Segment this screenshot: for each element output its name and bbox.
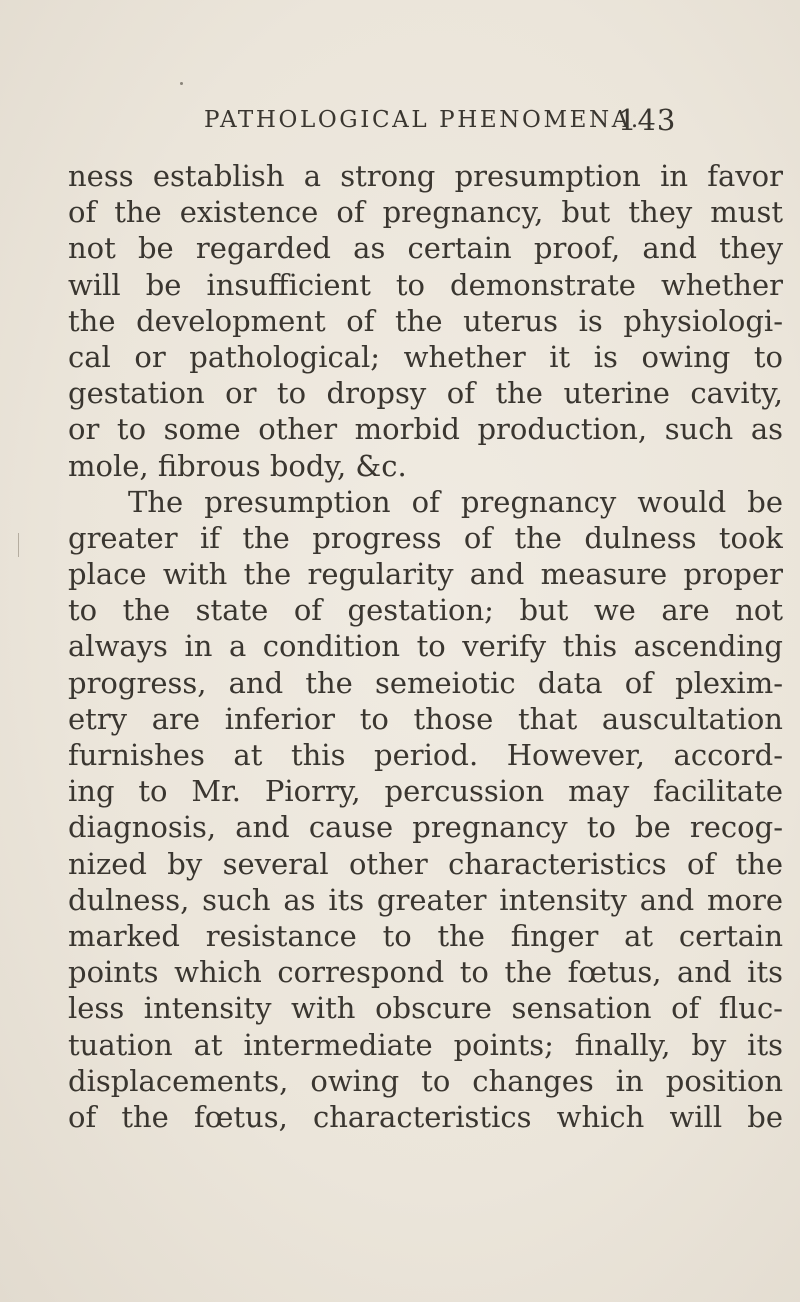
text-line: to the state of gestation; but we are not xyxy=(68,593,783,628)
ink-speck xyxy=(180,82,183,85)
text-line: place with the regularity and measure proper xyxy=(68,557,783,592)
text-line: the development of the uterus is physiologi- xyxy=(68,303,783,338)
text-line: tuation at intermediate points; finally, by its xyxy=(68,1027,783,1062)
text-line: furnishes at this period. However, accord- xyxy=(68,738,783,772)
text-line: ing to Mr. Piorry, percussion may facilitate xyxy=(68,774,783,809)
text-line: always in a condition to verify this ascending xyxy=(68,629,783,664)
text-line: less intensity with obscure sensation of fluc- xyxy=(68,991,783,1026)
text-line: not be regarded as certain proof, and they xyxy=(68,231,783,266)
text-line: or to some other morbid production, such as xyxy=(68,412,783,447)
text-line: dulness, such as its greater intensity and more xyxy=(68,882,783,917)
text-line: gestation or to dropsy of the uterine cavity, xyxy=(68,376,783,411)
text-line: of the fœtus, characteristics which will be xyxy=(68,1099,783,1134)
paragraph-1 xyxy=(68,158,783,484)
text-line: marked resistance to the finger at certain xyxy=(68,918,783,953)
text-line: The presumption of pregnancy would be xyxy=(128,484,783,519)
text-line: nized by several other characteristics of the xyxy=(68,846,783,881)
paragraph-2 xyxy=(68,484,783,1135)
page-number: 143 xyxy=(618,103,677,137)
text-line: cal or pathological; whether it is owing to xyxy=(68,339,783,374)
text-line: of the existence of pregnancy, but they must xyxy=(68,195,783,230)
text-line: mole, fibrous body, &c. xyxy=(68,448,407,483)
text-line: diagnosis, and cause pregnancy to be recog- xyxy=(68,810,783,845)
running-title: PATHOLOGICAL PHENOMENA. xyxy=(204,107,641,133)
text-line: etry are inferior to those that auscultation xyxy=(68,701,783,736)
body-text xyxy=(68,158,783,1135)
text-line: progress, and the semeiotic data of plexim- xyxy=(68,665,783,700)
running-header xyxy=(204,100,784,140)
margin-mark xyxy=(18,533,19,557)
text-line: ness establish a strong presumption in favor xyxy=(68,159,783,193)
text-line: points which correspond to the fœtus, and its xyxy=(68,955,783,990)
text-line: displacements, owing to changes in position xyxy=(68,1063,783,1098)
text-line: will be insufficient to demonstrate whether xyxy=(68,267,783,302)
text-line: greater if the progress of the dulness took xyxy=(68,520,783,555)
